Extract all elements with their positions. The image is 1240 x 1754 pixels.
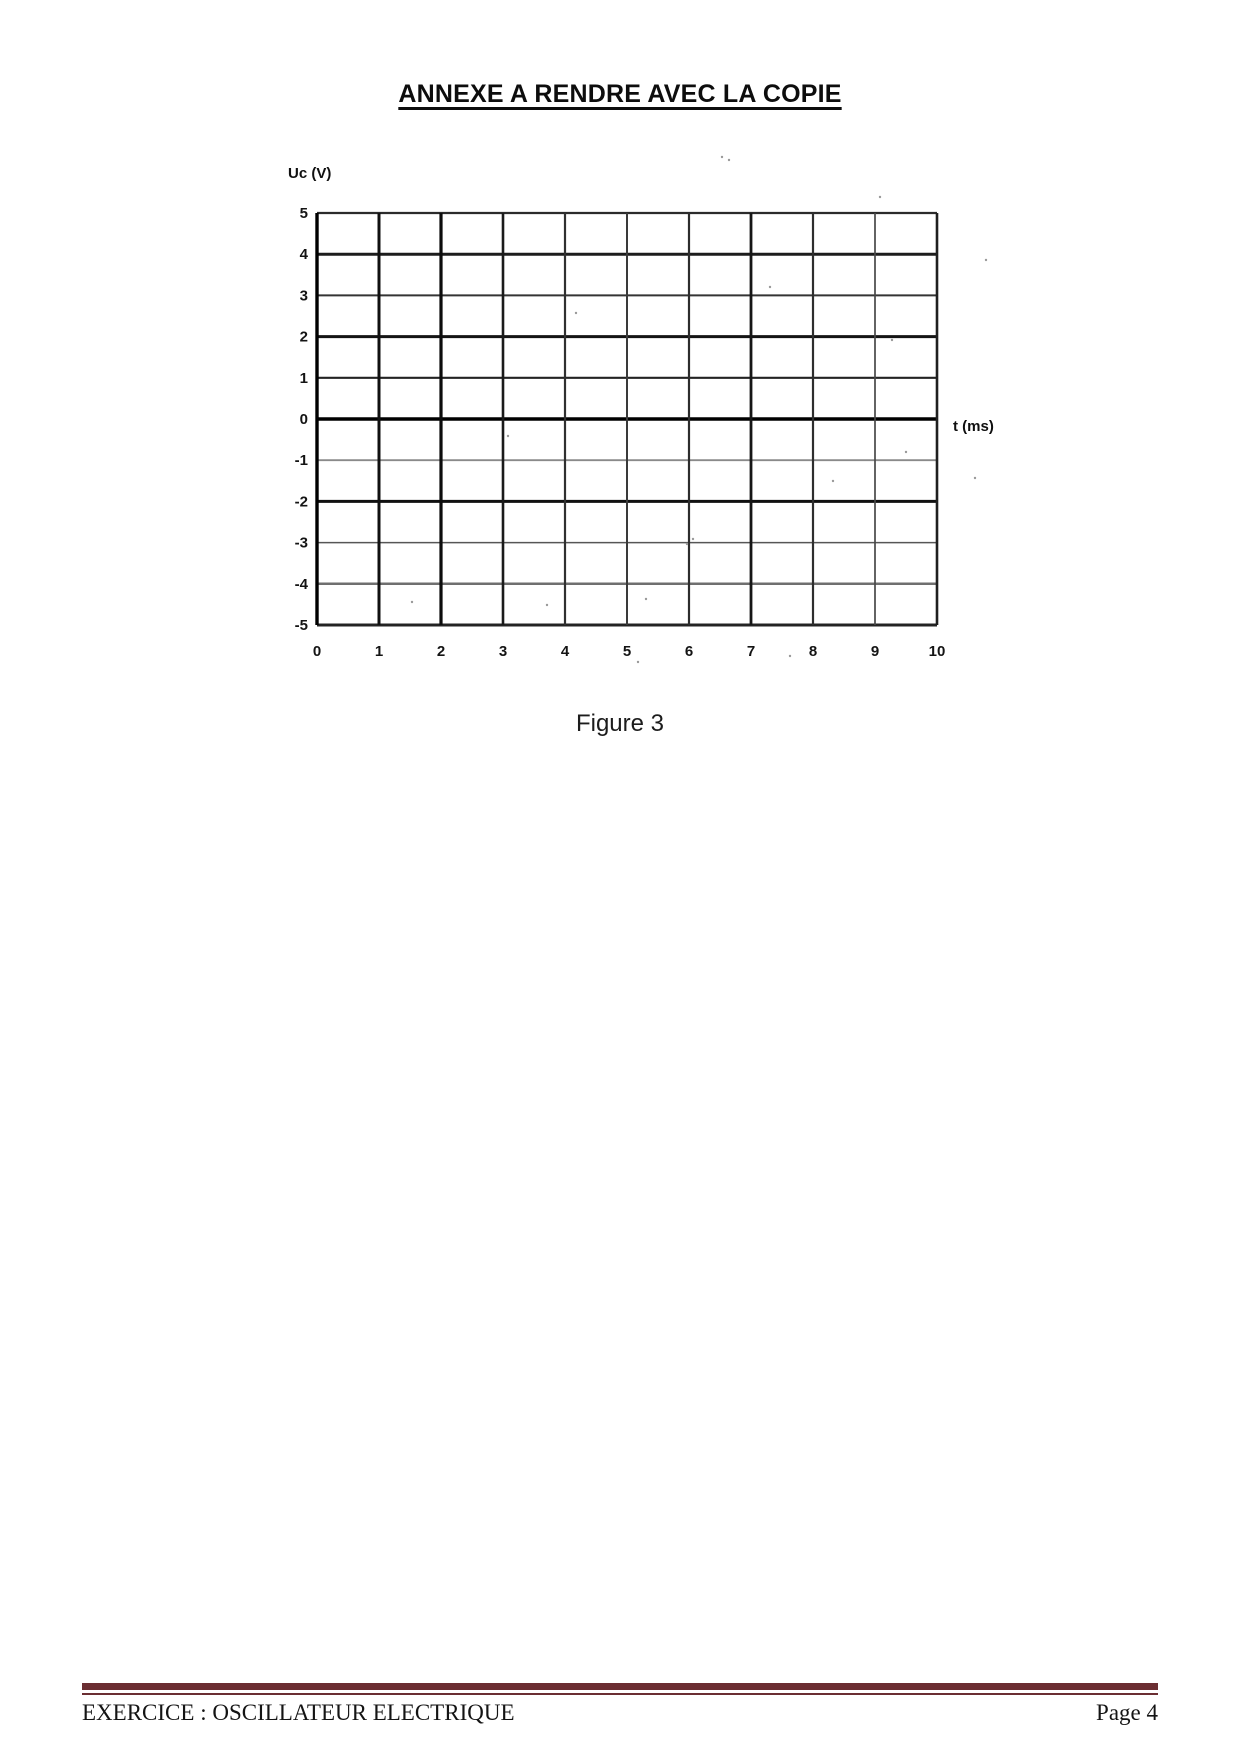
empty-plot-grid: [250, 140, 1010, 670]
scan-speck: [575, 312, 577, 314]
footer-exercise-label: EXERCICE : OSCILLATEUR ELECTRIQUE: [82, 1700, 515, 1725]
scan-speck: [411, 601, 413, 603]
y-tick-label: -2: [294, 493, 308, 511]
page-title: ANNEXE A RENDRE AVEC LA COPIE: [398, 80, 842, 108]
x-tick-label: 2: [436, 643, 446, 660]
y-tick-label: -3: [294, 534, 308, 552]
figure-caption: Figure 3: [575, 710, 665, 737]
y-tick-label: 4: [299, 246, 308, 264]
scan-speck: [879, 196, 881, 198]
scan-speck: [789, 655, 791, 657]
y-tick-label: -5: [294, 617, 308, 634]
y-tick-label: 1: [299, 369, 308, 387]
x-tick-label: 10: [928, 643, 946, 660]
scan-speck: [692, 538, 694, 540]
x-tick-label: 1: [374, 643, 384, 660]
y-tick-label: 3: [299, 287, 308, 305]
x-tick-label: 0: [312, 643, 322, 660]
x-tick-label: 5: [622, 643, 632, 660]
x-tick-label: 3: [498, 643, 508, 660]
x-tick-label: 7: [746, 643, 756, 660]
page-footer: [82, 1683, 1158, 1726]
scan-speck: [769, 286, 771, 288]
y-tick-label: -1: [294, 452, 308, 470]
figure-3-chart: [250, 140, 1010, 670]
footer-rule-thin: [82, 1693, 1158, 1695]
scan-speck: [721, 156, 723, 158]
scan-speck: [507, 435, 509, 437]
x-axis-label: t (ms): [953, 418, 994, 435]
scan-speck: [728, 159, 730, 161]
footer-rule-thick: [82, 1683, 1158, 1690]
y-tick-label: 2: [299, 328, 308, 346]
y-tick-label: 5: [299, 205, 308, 222]
scan-speck: [832, 480, 834, 482]
x-tick-label: 9: [870, 643, 880, 660]
scan-speck: [985, 259, 987, 261]
scan-speck: [546, 604, 548, 606]
x-tick-label: 4: [560, 643, 570, 660]
scan-speck: [974, 477, 976, 479]
y-tick-label: -4: [294, 575, 308, 593]
footer-page-number: Page 4: [1096, 1700, 1158, 1725]
footer-text-row: [82, 1700, 1158, 1726]
scan-speck: [905, 451, 907, 453]
scan-speck: [645, 598, 647, 600]
scan-speck: [637, 661, 639, 663]
y-tick-label: 0: [299, 411, 308, 428]
x-tick-label: 8: [808, 643, 818, 660]
x-tick-label: 6: [684, 643, 694, 660]
y-axis-label: Uc (V): [288, 165, 332, 182]
scan-speck: [891, 339, 893, 341]
scan-speck: [686, 543, 688, 545]
